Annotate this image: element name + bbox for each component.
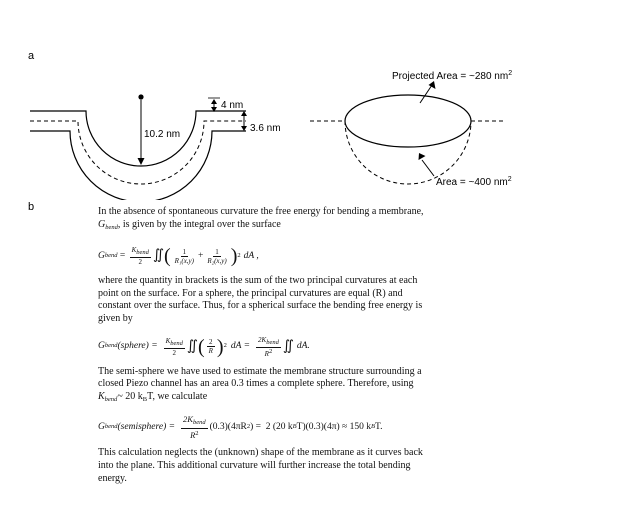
radius-arrowhead [138,158,145,165]
thickness-arrowhead-3-6nm-down [241,126,247,131]
projected-area-arrow [420,85,432,103]
semi-sphere [310,81,506,184]
paragraph-2: where the quantity in brackets is the sum of the two principal curvatures at each point on the surface. For a sphere, the principal curvatures are equal (R) and constant over the surface. Thus, for a spherical surface the bending free energy is given by [98,275,423,324]
projected-area-label: Projected Area = ~280 $nm^2$ [392,70,513,82]
membrane-cross-section [30,94,247,200]
thickness-arrowhead-3-6nm-up [241,111,247,116]
equation-2: G bend (sphere) = $\frac{\text{Kbend}}{2}$ ∬ ( $\frac{2}{R}$ ) 2 dA = $\frac{\text{2Kbend}}{R2}$ ∬ dA. [98,335,310,358]
paragraph-3: The semi-sphere we have used to estimate the membrane structure surrounding a closed Piezo channel has an area 0.3 times a complete sphere. Therefore, using $K_{bend}\sim$ 20 $k_BT$, we calculate [98,365,422,403]
hemisphere-dashed-arc [345,121,471,184]
area-label: Area = ~400 $nm^2$ [436,176,512,188]
label-10-2nm: 10.2 nm [144,129,181,140]
area-arrow [422,160,434,176]
paragraph-1: In the absence of spontaneous curvature the free energy for bending a membrane, $G_{bend}$, is given by the integral over the surface [98,206,424,231]
label-4nm: 4 nm [221,100,244,111]
equation-3: G bend (semisphere) = $\frac{2K_{bend}}{R^2}$ (0.3)(4πR 2 ) = 2 (20 k B T)(0.3)(4π) ≈ 150 k B T. [98,414,383,441]
panel-label-a: a [28,50,35,62]
membrane-inner-line [30,111,246,166]
thickness-arrowhead-4nm-up [211,99,217,104]
curvature-center-dot [138,94,143,99]
text-panel-b [98,206,470,485]
area-arrowhead [419,153,426,160]
label-3-6nm: 3.6 nm [250,123,281,134]
paragraph-4: This calculation neglects the (unknown) shape of the membrane as it curves back into the plane. This additional curvature will further increase the total bending energy. [98,447,423,484]
projected-area-ellipse [345,95,471,147]
membrane-diagram [0,0,617,200]
equation-1: G bend = $\frac{\text{Kbend}}{2}$ ∬ ( $\frac{1}{\text{R₁(x,y)}}$ + $\frac{1}{\text{R₂(x,y)}}$ ) 2 dA , [98,245,259,268]
panel-label-b: b [28,201,35,213]
